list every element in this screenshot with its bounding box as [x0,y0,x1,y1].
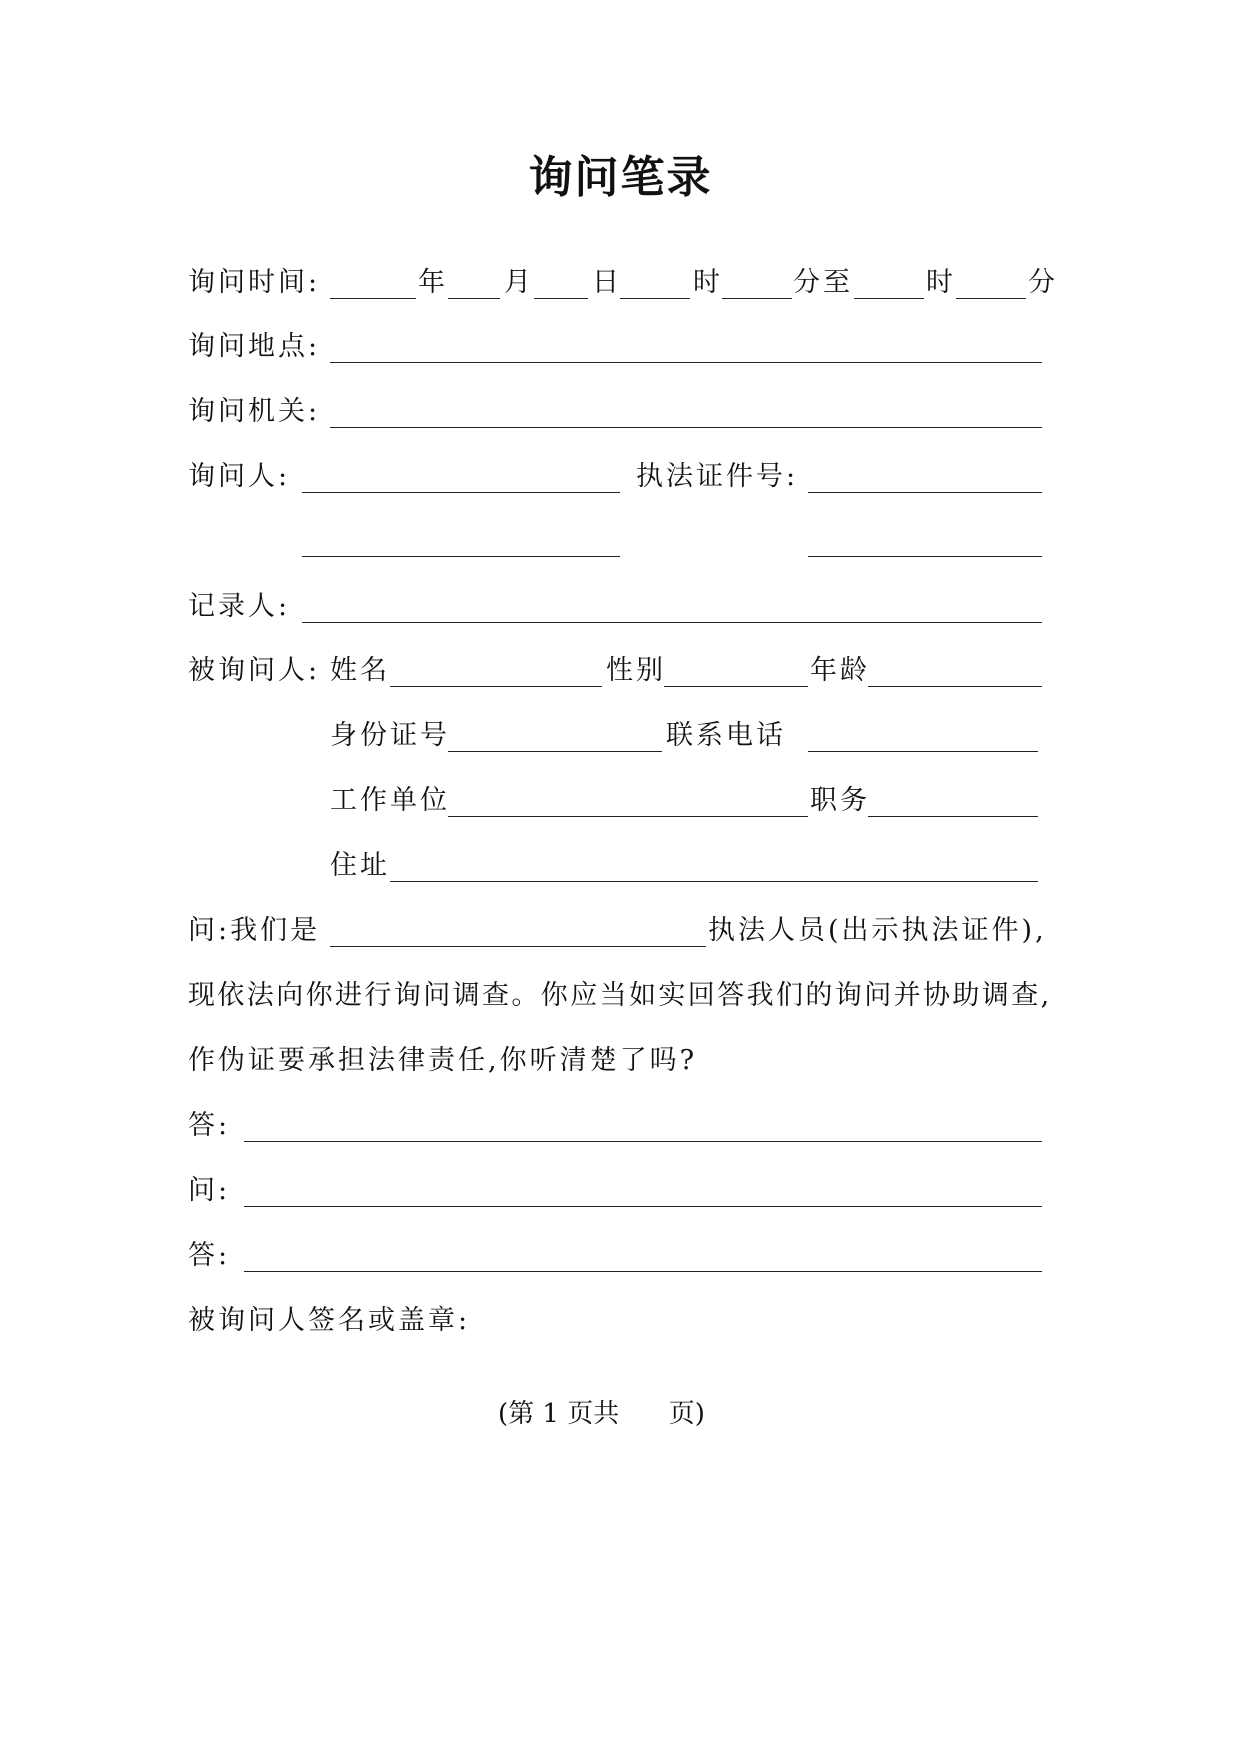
subject-employer-blank[interactable] [448,816,808,817]
inquiry-location-blank[interactable] [330,362,1042,363]
month-blank[interactable] [448,298,500,299]
subject-gender-blank[interactable] [664,686,808,687]
subject-employer-label: 工作单位 [330,785,450,816]
hour-end-blank[interactable] [854,298,924,299]
minute-to-label: 分至 [793,267,853,298]
interrogator-blank-1[interactable] [302,492,620,493]
year-label: 年 [418,267,448,298]
minute-start-blank[interactable] [722,298,792,299]
statement-line1-start: 问:我们是 [188,915,321,946]
month-label: 月 [504,267,534,298]
inquiry-location-label: 询问地点: [188,331,321,362]
agency-name-blank[interactable] [330,946,706,947]
subject-position-blank[interactable] [868,816,1038,817]
subject-age-label: 年龄 [810,655,870,686]
document-title: 询问笔录 [528,152,713,203]
day-blank[interactable] [534,298,588,299]
subject-name-blank[interactable] [390,686,602,687]
subject-id-blank[interactable] [448,751,662,752]
subject-phone-blank[interactable] [808,751,1038,752]
subject-name-label: 姓名 [330,655,390,686]
recorder-blank[interactable] [302,622,1042,623]
subject-position-label: 职务 [810,785,870,816]
interrogator-blank-2[interactable] [302,556,620,557]
badge-number-label: 执法证件号: [636,461,799,492]
statement-line3: 作伪证要承担法律责任,你听清楚了吗? [188,1045,698,1076]
subject-address-label: 住址 [330,850,390,881]
answer-label-1: 答: [188,1110,231,1141]
answer-blank-1[interactable] [244,1141,1042,1142]
inquiry-agency-label: 询问机关: [188,396,321,427]
question-label-2: 问: [188,1175,231,1206]
minute-end-blank[interactable] [956,298,1026,299]
answer-label-3: 答: [188,1240,231,1271]
recorder-label: 记录人: [188,591,291,622]
hour-start-blank[interactable] [620,298,690,299]
day-label: 日 [592,267,622,298]
subject-label: 被询问人: [188,655,321,686]
answer-blank-3[interactable] [244,1271,1042,1272]
interrogator-label: 询问人: [188,461,291,492]
hour-start-label: 时 [693,267,723,298]
signature-label: 被询问人签名或盖章: [188,1305,471,1336]
badge-number-blank-2[interactable] [808,556,1042,557]
subject-gender-label: 性别 [606,655,666,686]
subject-age-blank[interactable] [868,686,1042,687]
statement-line1-end: 执法人员(出示执法证件), [708,915,1047,946]
subject-phone-label: 联系电话 [666,720,786,751]
page-indicator: (第 1 页共 页) [498,1399,705,1429]
badge-number-blank-1[interactable] [808,492,1042,493]
question-blank-2[interactable] [244,1206,1042,1207]
statement-line2: 现依法向你进行询问调查。你应当如实回答我们的询问并协助调查, [188,980,1052,1011]
inquiry-time-label: 询问时间: [188,267,321,298]
subject-address-blank[interactable] [390,881,1038,882]
hour-end-label: 时 [926,267,956,298]
year-blank[interactable] [330,298,416,299]
minute-end-label: 分 [1028,267,1058,298]
subject-id-label: 身份证号 [330,720,450,751]
inquiry-agency-blank[interactable] [330,427,1042,428]
